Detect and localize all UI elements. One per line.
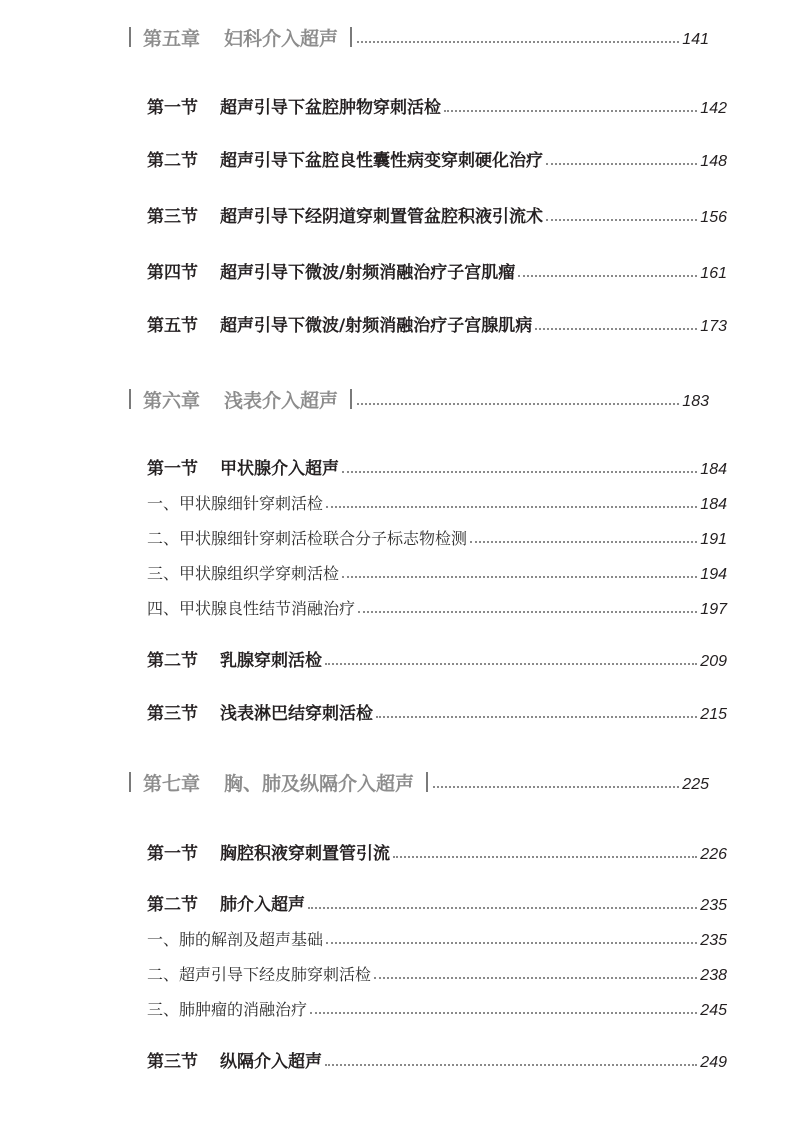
item-label: 二、超声引导下经皮肺穿刺活检 [147, 965, 372, 984]
dot-leader [444, 110, 697, 112]
page-number: 173 [700, 318, 727, 335]
dot-leader [342, 471, 697, 473]
section-number: 第二节 [147, 651, 198, 671]
section-title: 超声引导下经阴道穿刺置管盆腔积液引流术 [220, 207, 543, 227]
section-number: 第三节 [147, 704, 198, 724]
page-number: 161 [700, 265, 727, 282]
dot-leader [357, 41, 679, 43]
page-number: 238 [700, 967, 727, 984]
chapter-left-bar [129, 389, 131, 409]
dot-leader [546, 163, 697, 165]
toc-section-entry[interactable] [147, 642, 727, 672]
toc-item-entry[interactable] [147, 991, 727, 1021]
section-title: 甲状腺介入超声 [220, 459, 339, 479]
section-label [147, 458, 339, 480]
toc-section-entry[interactable] [147, 198, 727, 228]
toc-section-entry[interactable] [147, 1043, 727, 1073]
section-label [147, 1051, 322, 1073]
chapter-left-bar [129, 27, 131, 47]
toc-section-entry[interactable] [147, 450, 727, 480]
section-label [147, 843, 390, 865]
page-number: 184 [700, 461, 727, 478]
dot-leader [376, 716, 697, 718]
page-number: 142 [700, 100, 727, 117]
section-number: 第一节 [147, 98, 198, 118]
chapter-number: 第五章 [143, 28, 201, 50]
section-number: 第二节 [147, 151, 198, 171]
dot-leader [470, 541, 697, 543]
section-title: 超声引导下微波/射频消融治疗子宫肌瘤 [220, 263, 516, 283]
chapter-title: 浅表介入超声 [224, 390, 339, 412]
section-label [147, 206, 543, 228]
toc-section-entry[interactable] [147, 835, 727, 865]
dot-leader [326, 506, 697, 508]
toc-item-entry[interactable] [147, 956, 727, 986]
dot-leader [325, 1064, 697, 1066]
chapter-right-bar [350, 389, 352, 409]
item-label: 二、甲状腺细针穿刺活检联合分子标志物检测 [147, 529, 468, 548]
page-number: 141 [682, 31, 709, 48]
section-title: 超声引导下盆腔肿物穿刺活检 [220, 98, 441, 118]
toc-section-entry[interactable] [147, 307, 727, 337]
page-number: 148 [700, 153, 727, 170]
section-title: 胸腔积液穿刺置管引流 [220, 844, 390, 864]
toc-section-entry[interactable] [147, 142, 727, 172]
page-number: 184 [700, 496, 727, 513]
dot-leader [308, 907, 697, 909]
section-number: 第一节 [147, 844, 198, 864]
page-number: 197 [700, 601, 727, 618]
chapter-heading[interactable] [129, 382, 709, 412]
section-label [147, 150, 543, 172]
chapter-heading[interactable] [129, 765, 709, 795]
section-number: 第三节 [147, 207, 198, 227]
page-number: 245 [700, 1002, 727, 1019]
dot-leader [342, 576, 697, 578]
dot-leader [374, 977, 697, 979]
toc-section-entry[interactable] [147, 89, 727, 119]
page-number: 249 [700, 1054, 727, 1071]
dot-leader [433, 786, 679, 788]
chapter-left-bar [129, 772, 131, 792]
toc-item-entry[interactable] [147, 520, 727, 550]
section-title: 肺介入超声 [220, 895, 305, 915]
page-number: 191 [700, 531, 727, 548]
dot-leader [393, 856, 697, 858]
page-number: 183 [682, 393, 709, 410]
chapter-title: 妇科介入超声 [224, 28, 339, 50]
toc-item-entry[interactable] [147, 485, 727, 515]
chapter-number: 第七章 [143, 773, 201, 795]
section-label [147, 894, 305, 916]
section-title: 浅表淋巴结穿刺活检 [220, 704, 373, 724]
chapter-heading[interactable] [129, 20, 709, 50]
chapter-label [143, 773, 414, 795]
section-title: 超声引导下盆腔良性囊性病变穿刺硬化治疗 [220, 151, 543, 171]
toc-item-entry[interactable] [147, 590, 727, 620]
toc-item-entry[interactable] [147, 555, 727, 585]
toc-section-entry[interactable] [147, 695, 727, 725]
dot-leader [535, 328, 697, 330]
toc-section-entry[interactable] [147, 254, 727, 284]
dot-leader [357, 403, 679, 405]
section-number: 第三节 [147, 1052, 198, 1072]
section-label [147, 97, 441, 119]
chapter-title: 胸、肺及纵隔介入超声 [224, 773, 415, 795]
chapter-right-bar [426, 772, 428, 792]
section-number: 第五节 [147, 316, 198, 336]
section-number: 第二节 [147, 895, 198, 915]
item-label: 三、肺肿瘤的消融治疗 [147, 1000, 308, 1019]
section-title: 超声引导下微波/射频消融治疗子宫腺肌病 [220, 316, 533, 336]
chapter-label [143, 28, 338, 50]
section-label [147, 262, 515, 284]
section-label [147, 703, 373, 725]
section-number: 第四节 [147, 263, 198, 283]
chapter-label [143, 390, 338, 412]
section-number: 第一节 [147, 459, 198, 479]
dot-leader [310, 1012, 697, 1014]
section-label [147, 650, 322, 672]
page-number: 194 [700, 566, 727, 583]
page-number: 156 [700, 209, 727, 226]
chapter-number: 第六章 [143, 390, 201, 412]
dot-leader [518, 275, 697, 277]
item-label: 三、甲状腺组织学穿刺活检 [147, 564, 340, 583]
page-number: 235 [700, 932, 727, 949]
page-number: 226 [700, 846, 727, 863]
item-label: 一、肺的解剖及超声基础 [147, 930, 324, 949]
dot-leader [546, 219, 697, 221]
toc-section-entry[interactable] [147, 886, 727, 916]
page-number: 215 [700, 706, 727, 723]
dot-leader [326, 942, 697, 944]
item-label: 四、甲状腺良性结节消融治疗 [147, 599, 356, 618]
chapter-right-bar [350, 27, 352, 47]
item-label: 一、甲状腺细针穿刺活检 [147, 494, 324, 513]
dot-leader [325, 663, 697, 665]
page-number: 225 [682, 776, 709, 793]
toc-item-entry[interactable] [147, 921, 727, 951]
section-label [147, 315, 532, 337]
section-title: 乳腺穿刺活检 [220, 651, 322, 671]
dot-leader [358, 611, 697, 613]
page-number: 209 [700, 653, 727, 670]
page-number: 235 [700, 897, 727, 914]
section-title: 纵隔介入超声 [220, 1052, 322, 1072]
